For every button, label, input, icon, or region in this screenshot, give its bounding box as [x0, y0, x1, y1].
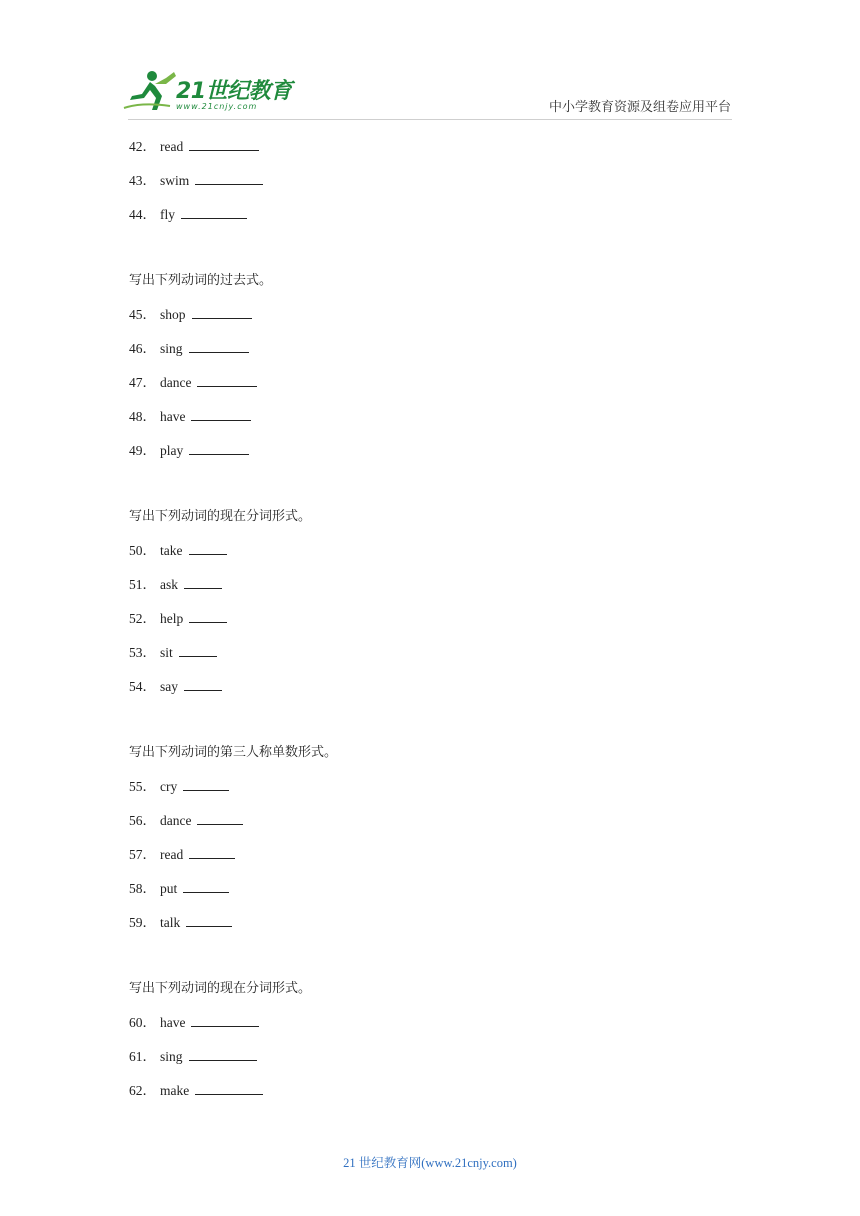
answer-blank[interactable]	[192, 303, 252, 319]
item-word: dance	[160, 375, 192, 390]
item-word: talk	[160, 915, 181, 930]
header-tagline: 中小学教育资源及组卷应用平台	[549, 100, 732, 115]
answer-blank[interactable]	[189, 337, 249, 353]
exercise-section	[129, 977, 729, 1113]
item-word: put	[160, 881, 178, 896]
answer-blank[interactable]	[184, 675, 222, 691]
item-word: have	[160, 1015, 186, 1030]
item-number: 56．	[129, 813, 156, 828]
header-divider	[128, 119, 732, 120]
exercise-item	[129, 203, 729, 237]
item-word: make	[160, 1083, 190, 1098]
item-word: swim	[160, 173, 190, 188]
logo-url: www.21cnjy.com	[176, 102, 258, 111]
answer-blank[interactable]	[191, 1011, 259, 1027]
item-number: 55．	[129, 779, 156, 794]
site-logo	[122, 68, 292, 116]
answer-blank[interactable]	[183, 775, 229, 791]
item-word: help	[160, 611, 184, 626]
item-word: say	[160, 679, 178, 694]
item-word: sing	[160, 1049, 183, 1064]
answer-blank[interactable]	[195, 169, 263, 185]
item-number: 49．	[129, 443, 156, 458]
item-number: 46．	[129, 341, 156, 356]
answer-blank[interactable]	[189, 843, 235, 859]
item-number: 58．	[129, 881, 156, 896]
footer-text: 21 世纪教育网(www.21cnjy.com)	[343, 1156, 517, 1170]
exercise-item	[129, 303, 729, 337]
exercise-section	[129, 741, 729, 945]
item-number: 53．	[129, 645, 156, 660]
item-number: 50．	[129, 543, 156, 558]
item-word: ask	[160, 577, 178, 592]
exercise-item	[129, 843, 729, 877]
item-word: sit	[160, 645, 173, 660]
exercise-section	[129, 135, 729, 237]
item-word: cry	[160, 779, 178, 794]
section-instruction: 写出下列动词的过去式。	[129, 273, 273, 288]
worksheet-content	[129, 135, 729, 1113]
item-word: fly	[160, 207, 175, 222]
exercise-item	[129, 573, 729, 607]
item-number: 43．	[129, 173, 156, 188]
exercise-item	[129, 911, 729, 945]
exercise-item	[129, 169, 729, 203]
answer-blank[interactable]	[191, 405, 251, 421]
item-number: 48．	[129, 409, 156, 424]
item-word: sing	[160, 341, 183, 356]
answer-blank[interactable]	[186, 911, 232, 927]
answer-blank[interactable]	[189, 1045, 257, 1061]
exercise-section	[129, 505, 729, 709]
logo-text: 21世纪教育	[176, 79, 292, 104]
item-word: play	[160, 443, 184, 458]
answer-blank[interactable]	[189, 439, 249, 455]
item-number: 42．	[129, 139, 156, 154]
exercise-item	[129, 405, 729, 439]
item-number: 47．	[129, 375, 156, 390]
exercise-item	[129, 641, 729, 675]
item-number: 61．	[129, 1049, 156, 1064]
answer-blank[interactable]	[179, 641, 217, 657]
item-number: 57．	[129, 847, 156, 862]
exercise-item	[129, 337, 729, 371]
exercise-item	[129, 1079, 729, 1113]
exercise-item	[129, 135, 729, 169]
item-number: 59．	[129, 915, 156, 930]
item-number: 51．	[129, 577, 156, 592]
item-number: 52．	[129, 611, 156, 626]
item-word: take	[160, 543, 183, 558]
exercise-item	[129, 607, 729, 641]
page-footer	[0, 1153, 860, 1171]
page-header	[0, 0, 860, 130]
exercise-item	[129, 1045, 729, 1079]
exercise-item	[129, 539, 729, 573]
answer-blank[interactable]	[189, 135, 259, 151]
item-word: have	[160, 409, 186, 424]
answer-blank[interactable]	[189, 607, 227, 623]
exercise-item	[129, 675, 729, 709]
section-instruction: 写出下列动词的现在分词形式。	[129, 509, 312, 524]
item-number: 44．	[129, 207, 156, 222]
answer-blank[interactable]	[184, 573, 222, 589]
answer-blank[interactable]	[183, 877, 229, 893]
answer-blank[interactable]	[197, 371, 257, 387]
item-number: 54．	[129, 679, 156, 694]
exercise-item	[129, 775, 729, 809]
exercise-item	[129, 1011, 729, 1045]
exercise-item	[129, 439, 729, 473]
item-word: shop	[160, 307, 186, 322]
answer-blank[interactable]	[195, 1079, 263, 1095]
answer-blank[interactable]	[181, 203, 247, 219]
item-number: 60．	[129, 1015, 156, 1030]
exercise-item	[129, 371, 729, 405]
exercise-item	[129, 809, 729, 843]
item-number: 62．	[129, 1083, 156, 1098]
exercise-section	[129, 269, 729, 473]
item-number: 45．	[129, 307, 156, 322]
answer-blank[interactable]	[197, 809, 243, 825]
runner-logo-icon	[122, 68, 178, 114]
item-word: dance	[160, 813, 192, 828]
section-instruction: 写出下列动词的现在分词形式。	[129, 981, 312, 996]
exercise-item	[129, 877, 729, 911]
item-word: read	[160, 139, 184, 154]
item-word: read	[160, 847, 184, 862]
answer-blank[interactable]	[189, 539, 227, 555]
section-instruction: 写出下列动词的第三人称单数形式。	[129, 745, 338, 760]
